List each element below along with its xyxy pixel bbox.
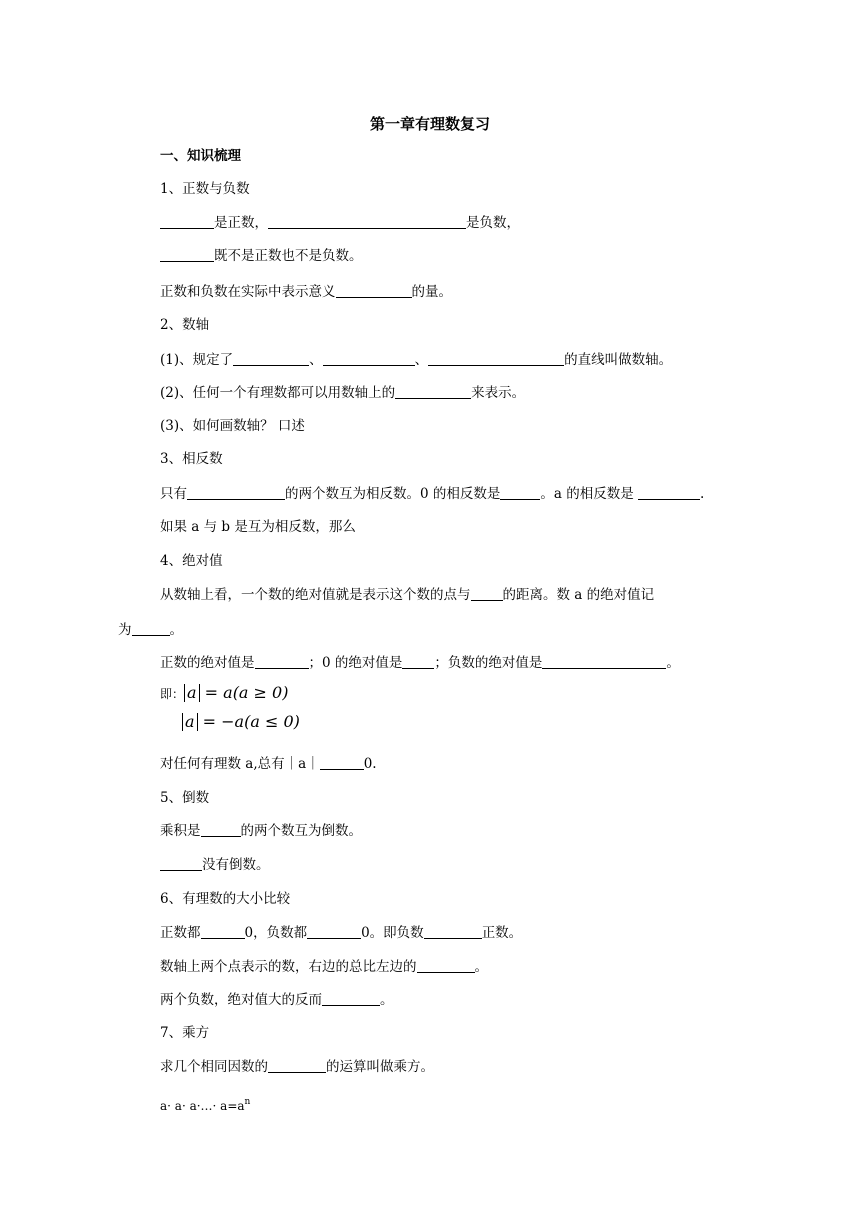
text: 的直线叫做数轴。 (564, 352, 673, 368)
blank[interactable] (428, 351, 564, 366)
blank[interactable] (471, 586, 503, 601)
blank[interactable] (233, 351, 309, 366)
text: 是正数， (214, 215, 268, 231)
text: 。 (666, 655, 680, 671)
line-no-reciprocal (160, 855, 270, 875)
text: 。 (474, 959, 488, 975)
formula-text: = a(a ≥ 0) (204, 683, 289, 702)
line-number-line-def (160, 350, 672, 370)
blank[interactable] (132, 621, 170, 636)
blank[interactable] (268, 1058, 326, 1073)
heading-reciprocal: 5、倒数 (160, 790, 210, 806)
text: 对任何有理数 a,总有｜a｜ (160, 756, 320, 772)
blank[interactable] (336, 283, 412, 298)
formula-line-2 (182, 712, 300, 733)
abs-value: a (184, 684, 200, 702)
text: 从数轴上看，一个数的绝对值就是表示这个数的点与 (160, 587, 471, 603)
text: 的两个数互为倒数。 (240, 823, 362, 839)
blank[interactable] (395, 384, 471, 399)
blank[interactable] (424, 924, 482, 939)
line-reciprocal (160, 821, 362, 841)
text: 0，负数都 (244, 925, 308, 941)
line-absolute-notation (118, 620, 183, 640)
line-compare-negatives (160, 990, 394, 1010)
text: 数轴上两个点表示的数，右边的总比左边的 (160, 959, 417, 975)
blank[interactable] (417, 958, 475, 973)
blank[interactable] (160, 214, 214, 229)
text: a· a· a·…· a=a (160, 1099, 245, 1113)
text: . (700, 486, 705, 502)
line-meaning (160, 282, 452, 302)
line-zero (160, 246, 363, 266)
text: 、 (309, 352, 323, 368)
text: 正数都 (160, 925, 201, 941)
blank[interactable] (323, 351, 415, 366)
abs-value: a (182, 713, 198, 731)
page-title: 第一章有理数复习 (369, 115, 490, 133)
text: 。 (380, 992, 394, 1008)
text: ；负数的绝对值是 (434, 655, 543, 671)
text: 0. (363, 756, 377, 772)
heading-absolute: 4、绝对值 (160, 553, 223, 569)
text: (2)、任何一个有理数都可以用数轴上的 (160, 385, 396, 401)
blank[interactable] (268, 214, 466, 229)
text: 的量。 (411, 284, 452, 300)
text: 0。即负数 (361, 925, 424, 941)
text: (1)、规定了 (160, 352, 234, 368)
heading-power: 7、乘方 (160, 1025, 210, 1041)
formula (184, 683, 288, 702)
text: 正数的绝对值是 (160, 655, 255, 671)
blank[interactable] (201, 822, 241, 837)
text: 正数和负数在实际中表示意义 (160, 284, 336, 300)
line-absolute-values (160, 653, 680, 673)
heading-comparison: 6、有理数的大小比较 (160, 891, 291, 907)
text: 求几个相同因数的 (160, 1059, 268, 1075)
text: 的距离。数 a 的绝对值记 (502, 587, 655, 603)
blank[interactable] (160, 247, 214, 262)
blank[interactable] (255, 654, 309, 669)
formula-line-1 (160, 683, 288, 704)
text: ；0 的绝对值是 (308, 655, 403, 671)
text: 乘积是 (160, 823, 201, 839)
text: 即： (160, 687, 185, 701)
text: 。a 的相反数是 (540, 486, 634, 502)
line-power-formula (160, 1092, 250, 1116)
line-absolute-def (160, 585, 654, 605)
superscript: n (244, 1097, 251, 1107)
line-draw: (3)、如何画数轴？ 口述 (160, 418, 305, 434)
line-compare-axis (160, 957, 488, 977)
text: 为 (118, 622, 132, 638)
text: 正数。 (481, 925, 523, 941)
blank[interactable] (402, 654, 434, 669)
text: 没有倒数。 (202, 857, 270, 873)
text: 来表示。 (471, 385, 526, 401)
line-if-opposite: 如果 a 与 b 是互为相反数，那么 (160, 519, 356, 535)
section-heading: 一、知识梳理 (160, 148, 241, 164)
formula-text: = −a(a ≤ 0) (202, 712, 300, 731)
formula (182, 712, 300, 731)
text: 。 (169, 622, 183, 638)
line-represent (160, 383, 525, 403)
heading-positive-negative: 1、正数与负数 (160, 181, 250, 197)
text: 只有 (160, 486, 187, 502)
text: 、 (414, 352, 429, 368)
text: 既不是正数也不是负数。 (214, 248, 363, 264)
text: 两个负数，绝对值大的反而 (160, 992, 322, 1008)
line-power-def (160, 1057, 434, 1077)
blank[interactable] (201, 924, 245, 939)
blank[interactable] (500, 485, 540, 500)
blank[interactable] (638, 485, 700, 500)
line-opposite (160, 484, 704, 504)
blank[interactable] (322, 991, 380, 1006)
blank[interactable] (187, 485, 285, 500)
line-compare-signs (160, 923, 522, 943)
text: 的运算叫做乘方。 (326, 1059, 434, 1075)
text: 是负数， (466, 215, 520, 231)
line-positive-negative (160, 213, 520, 233)
text: 的两个数互为相反数。0 的相反数是 (285, 486, 501, 502)
blank[interactable] (307, 924, 361, 939)
blank[interactable] (320, 755, 364, 770)
heading-opposite: 3、相反数 (160, 451, 223, 467)
line-nonnegative (160, 754, 377, 774)
heading-number-line: 2、数轴 (160, 317, 210, 333)
blank[interactable] (160, 856, 202, 871)
blank[interactable] (542, 654, 666, 669)
